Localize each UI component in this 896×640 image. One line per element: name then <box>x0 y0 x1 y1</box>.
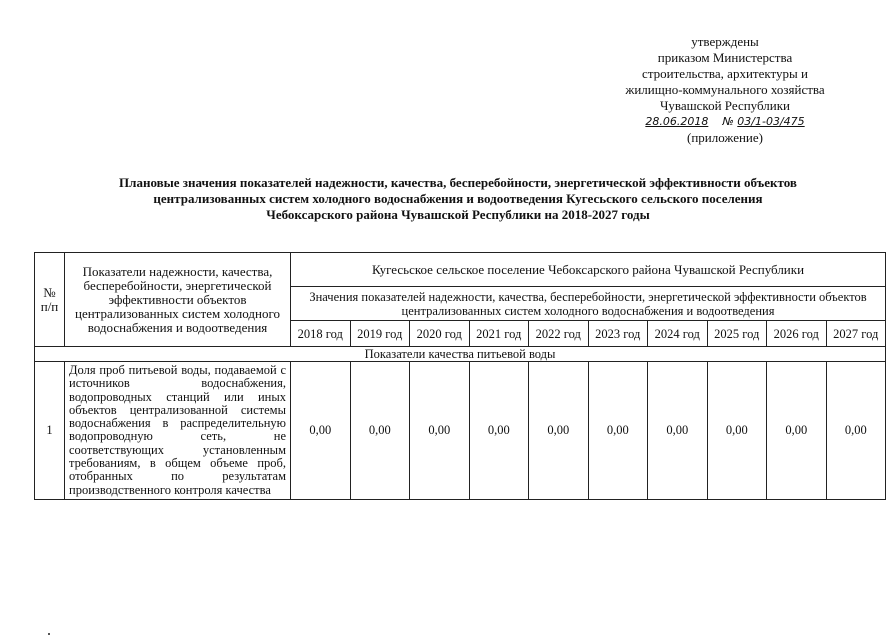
approval-line-3: строительства, архитектуры и <box>642 66 808 81</box>
year-header: 2024 год <box>648 321 708 347</box>
approval-line-2: приказом Министерства <box>657 50 793 65</box>
table-row <box>35 362 886 500</box>
header-num: № п/п <box>35 253 65 347</box>
year-header: 2023 год <box>588 321 648 347</box>
row-value: 0,00 <box>469 362 529 500</box>
document-title <box>60 175 856 223</box>
approval-line-4: жилищно-коммунального хозяйства <box>625 82 825 97</box>
row-value: 0,00 <box>588 362 648 500</box>
header-group: Кугесьское сельское поселение Чебоксарского района Чувашской Республики <box>291 253 886 287</box>
year-header: 2026 год <box>767 321 827 347</box>
year-header: 2022 год <box>529 321 589 347</box>
row-indicator: Доля проб питьевой воды, подаваемой с источников водоснабжения, водопроводных станций или иных объектов централизованной системы водоснабжения в распределительную водопроводную сеть, не соответствующих установленным требованиям, в общем объеме проб, отобранных по результатам производственного контроля качества <box>65 362 291 500</box>
row-value: 0,00 <box>767 362 827 500</box>
approval-date: 28.06.2018 <box>645 115 709 128</box>
year-header: 2019 год <box>350 321 410 347</box>
scan-speck <box>48 633 50 635</box>
approval-line-5: Чувашской Республики <box>659 98 791 113</box>
row-value: 0,00 <box>291 362 351 500</box>
title-line-3: Чебоксарского района Чувашской Республики на 2018-2027 годы <box>266 207 650 222</box>
year-header: 2021 год <box>469 321 529 347</box>
approval-appendix: (приложение) <box>686 130 763 145</box>
row-num: 1 <box>35 362 65 500</box>
row-value: 0,00 <box>410 362 470 500</box>
section-title: Показатели качества питьевой воды <box>35 347 886 362</box>
row-value: 0,00 <box>648 362 708 500</box>
row-value: 0,00 <box>707 362 767 500</box>
approval-number: 03/1-03/475 <box>737 115 805 128</box>
title-line-1: Плановые значения показателей надежности, качества, бесперебойности, энергетической эффективности объектов <box>119 175 797 190</box>
row-value: 0,00 <box>350 362 410 500</box>
title-line-2: централизованных систем холодного водоснабжения и водоотведения Кугесьского сельского поселения <box>153 191 763 206</box>
approval-block <box>600 34 850 146</box>
row-value: 0,00 <box>529 362 589 500</box>
row-value: 0,00 <box>826 362 886 500</box>
approval-line-1: утверждены <box>691 34 759 49</box>
year-header: 2025 год <box>707 321 767 347</box>
year-header: 2020 год <box>410 321 470 347</box>
header-indicator: Показатели надежности, качества, бесперебойности, энергетической эффективности объектов централизованных систем холодного водоснабжения и водоотведения <box>65 253 291 347</box>
approval-signature-line <box>600 114 850 130</box>
year-header: 2027 год <box>826 321 886 347</box>
header-subgroup: Значения показателей надежности, качества, бесперебойности, энергетической эффективности объектов централизованных систем холодного водоснабжения и водоотведения <box>291 287 886 321</box>
approval-number-label: № <box>722 115 734 128</box>
section-row <box>35 347 886 362</box>
year-header: 2018 год <box>291 321 351 347</box>
indicators-table <box>34 252 886 500</box>
